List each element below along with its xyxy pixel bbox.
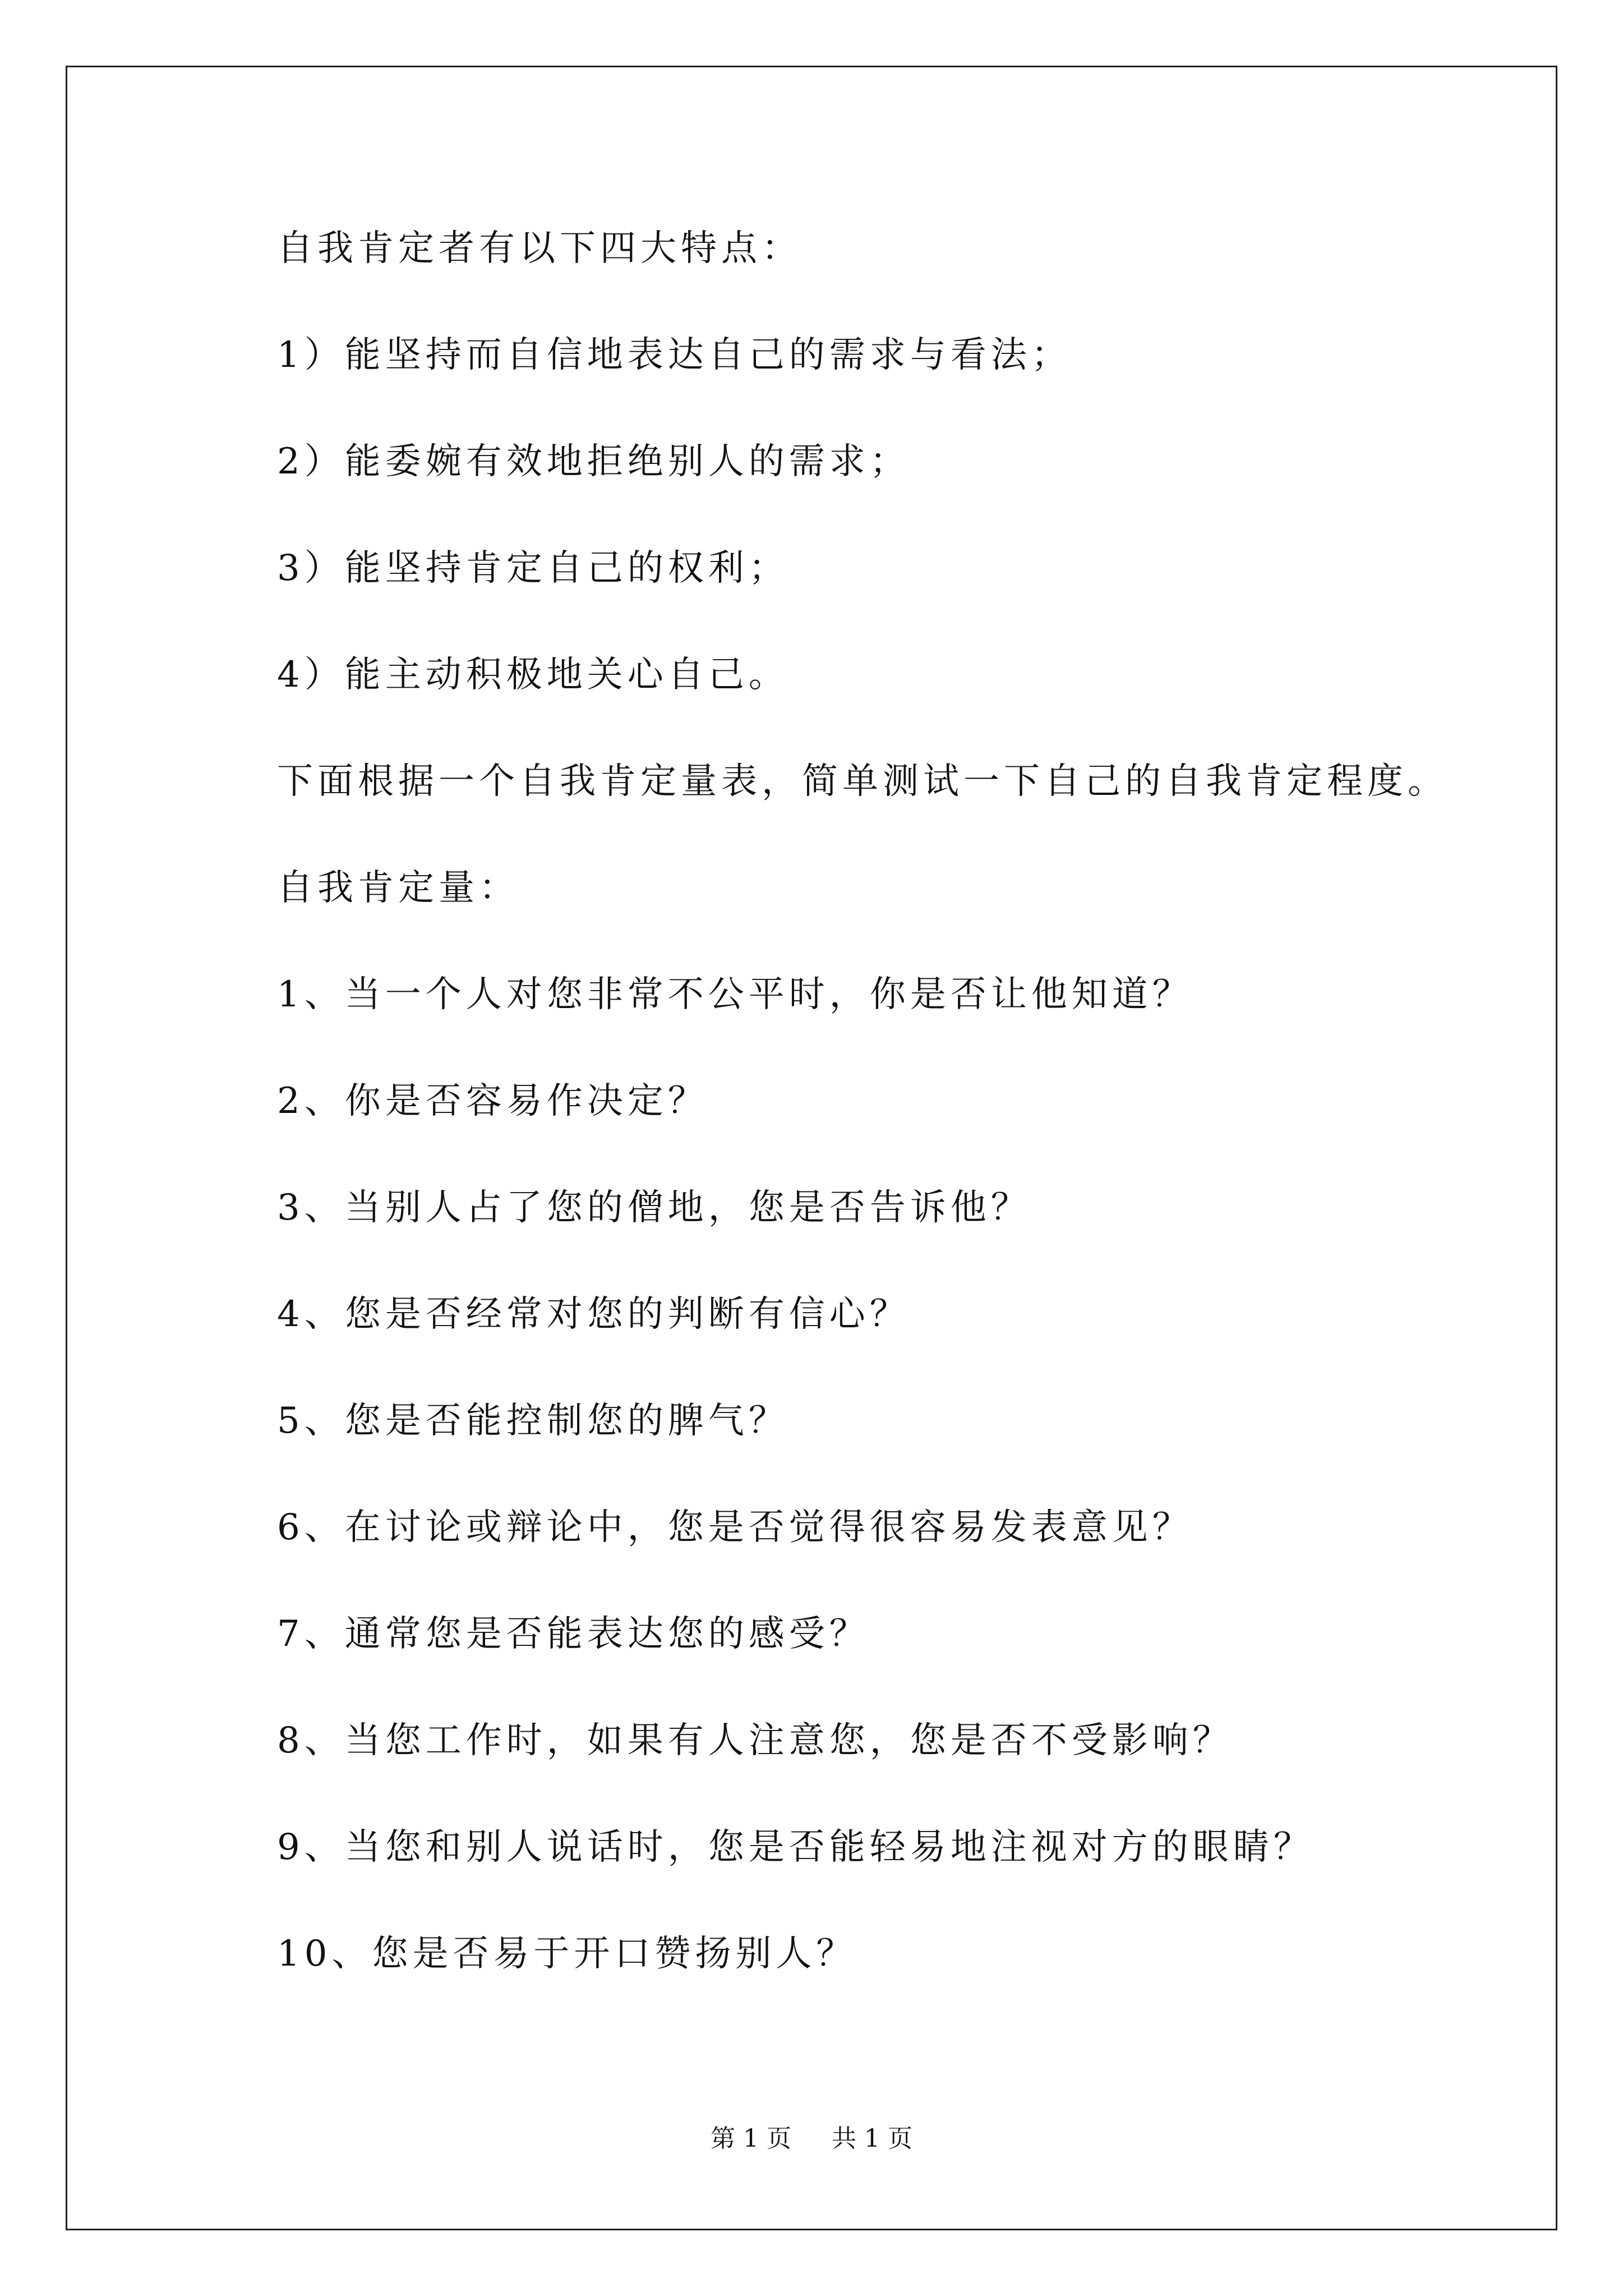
- question-9: 9、当您和别人说话时，您是否能轻易地注视对方的眼睛？: [277, 1826, 1314, 1868]
- question-10: 10、您是否易于开口赞扬别人？: [277, 1933, 857, 1975]
- trait-item-2: 2）能委婉有效地拒绝别人的需求；: [277, 441, 910, 482]
- page-border: [66, 66, 1557, 2230]
- question-6: 6、在讨论或辩论中，您是否觉得很容易发表意见？: [277, 1507, 1193, 1548]
- question-8: 8、当您工作时，如果有人注意您，您是否不受影响？: [277, 1720, 1233, 1761]
- question-4: 4、您是否经常对您的判断有信心？: [277, 1294, 910, 1335]
- page-number: 第 1 页: [711, 2124, 791, 2153]
- trait-item-3: 3）能坚持肯定自己的权利；: [277, 547, 789, 589]
- question-7: 7、通常您是否能表达您的感受？: [277, 1613, 870, 1655]
- question-3: 3、当别人占了您的僧地，您是否告诉他？: [277, 1187, 1031, 1228]
- test-intro-paragraph: 下面根据一个自我肯定量表，简单测试一下自己的自我肯定程度。: [277, 761, 1448, 802]
- page-total: 共 1 页: [832, 2124, 912, 2153]
- page-footer: [0, 2122, 1623, 2156]
- trait-item-4: 4）能主动积极地关心自己。: [277, 654, 789, 696]
- question-1: 1、当一个人对您非常不公平时，你是否让他知道？: [277, 974, 1193, 1015]
- intro-heading: 自我肯定者有以下四大特点：: [277, 228, 802, 269]
- question-5: 5、您是否能控制您的脾气？: [277, 1400, 789, 1442]
- question-2: 2、你是否容易作决定？: [277, 1080, 708, 1122]
- trait-item-1: 1）能坚持而自信地表达自己的需求与看法；: [277, 334, 1072, 376]
- scale-heading: 自我肯定量：: [277, 867, 519, 909]
